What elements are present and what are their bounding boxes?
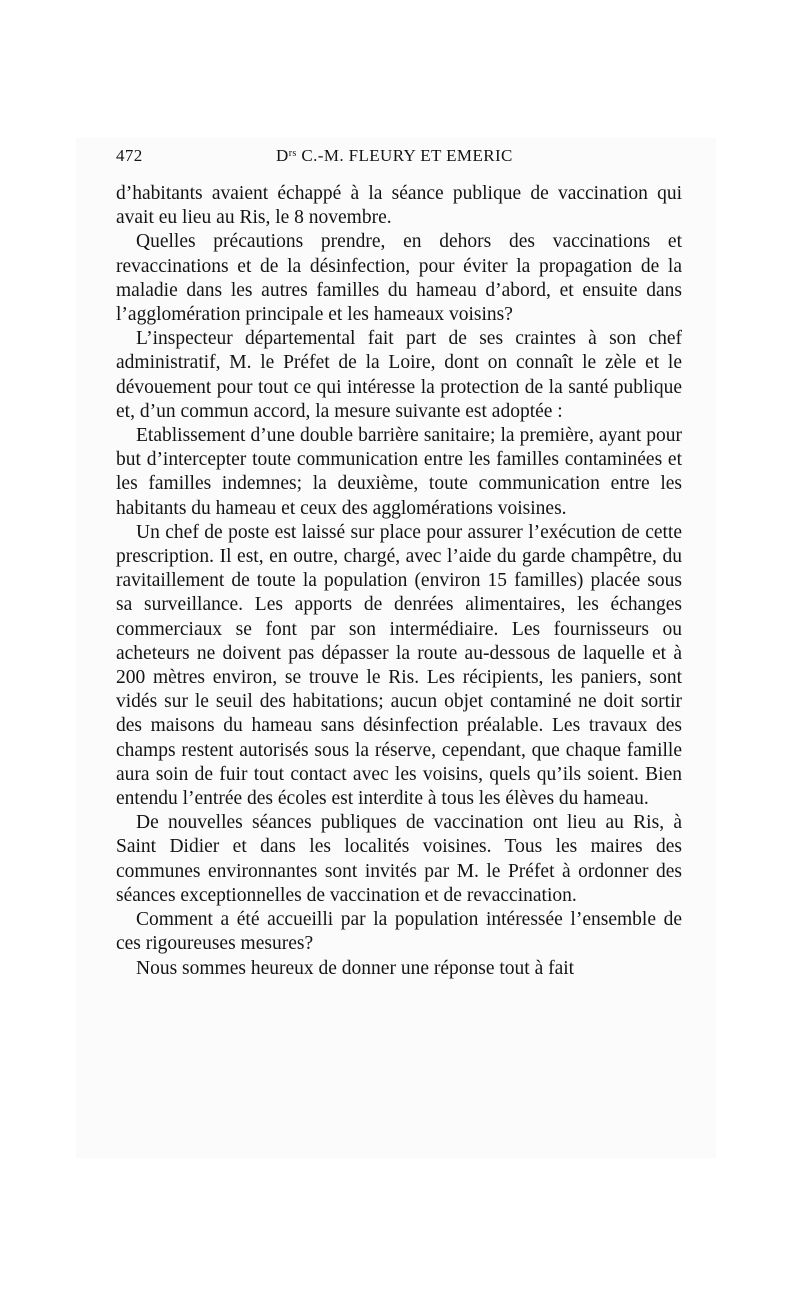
running-head-authors: C.-M. FLEURY ET EMERIC [296,146,513,165]
running-head-superscript: rs [288,148,297,159]
paragraph-question-reception: Comment a été accueilli par la population intéressée l’ensemble de ces rigoureuses mesures? [116,909,682,955]
paragraph-vaccination-sessions: De nouvelles séances publiques de vaccination ont lieu au Ris, à Saint Didier et dans les localités voisines. Tous les maires des communes environnantes sont invités par M. le Préfet à ordonner des séances exceptionnelles de vaccination et de revaccination. [116,812,682,906]
running-head [276,146,513,166]
running-head-prefix: D [276,146,289,165]
body-text [116,182,682,981]
page-header [116,146,682,172]
page-number: 472 [116,146,143,165]
paragraph-post-chief: Un chef de poste est laissé sur place pour assurer l’exécution de cette prescription. Il est, en outre, chargé, avec l’aide du garde champêtre, du ravitaillement de toute la population (environ 15 familles) placée sous sa surveillance. Les apports de denrées alimentaires, les échanges commerciaux se font par son intermédiaire. Les fournisseurs ou acheteurs ne doivent pas dépasser la route au-dessous de laquelle et à 200 mètres environ, se trouve le Ris. Les récipients, les paniers, sont vidés sur le seuil des habitations; aucun objet contaminé ne doit sortir des maisons du hameau sans désinfection préalable. Les travaux des champs restent autorisés sous la réserve, cependant, que chaque famille aura soin de fuir tout contact avec les voisins, quels qu’ils soient. Bien entendu l’entrée des écoles est interdite à tous les élèves du hameau. [116,521,682,810]
paragraph-inspector: L’inspecteur départemental fait part de ses craintes à son chef administratif, M. le Préfet de la Loire, dont on connaît le zèle et le dévouement pour tout ce qui intéresse la protection de la santé publique et, d’un commun accord, la mesure suivante est adoptée : [116,328,682,422]
paragraph-answer-start: Nous sommes heureux de donner une réponse tout à fait [136,957,575,979]
paragraph-continuation: d’habitants avaient échappé à la séance publique de vaccination qui avait eu lieu au Ris, le 8 novembre. [116,183,682,229]
paragraph-sanitary-barrier: Etablissement d’une double barrière sanitaire; la première, ayant pour but d’intercepter toute communication entre les familles contaminées et les familles indemnes; la deuxième, toute communication entre les habitants du hameau et ceux des agglomérations voisines. [116,425,682,519]
paragraph-question-precautions: Quelles précautions prendre, en dehors des vaccinations et revaccinations et de la désinfection, pour éviter la propagation de la maladie dans les autres familles du hameau d’abord, et ensuite dans l’agglomération principale et les hameaux voisins? [116,231,682,326]
